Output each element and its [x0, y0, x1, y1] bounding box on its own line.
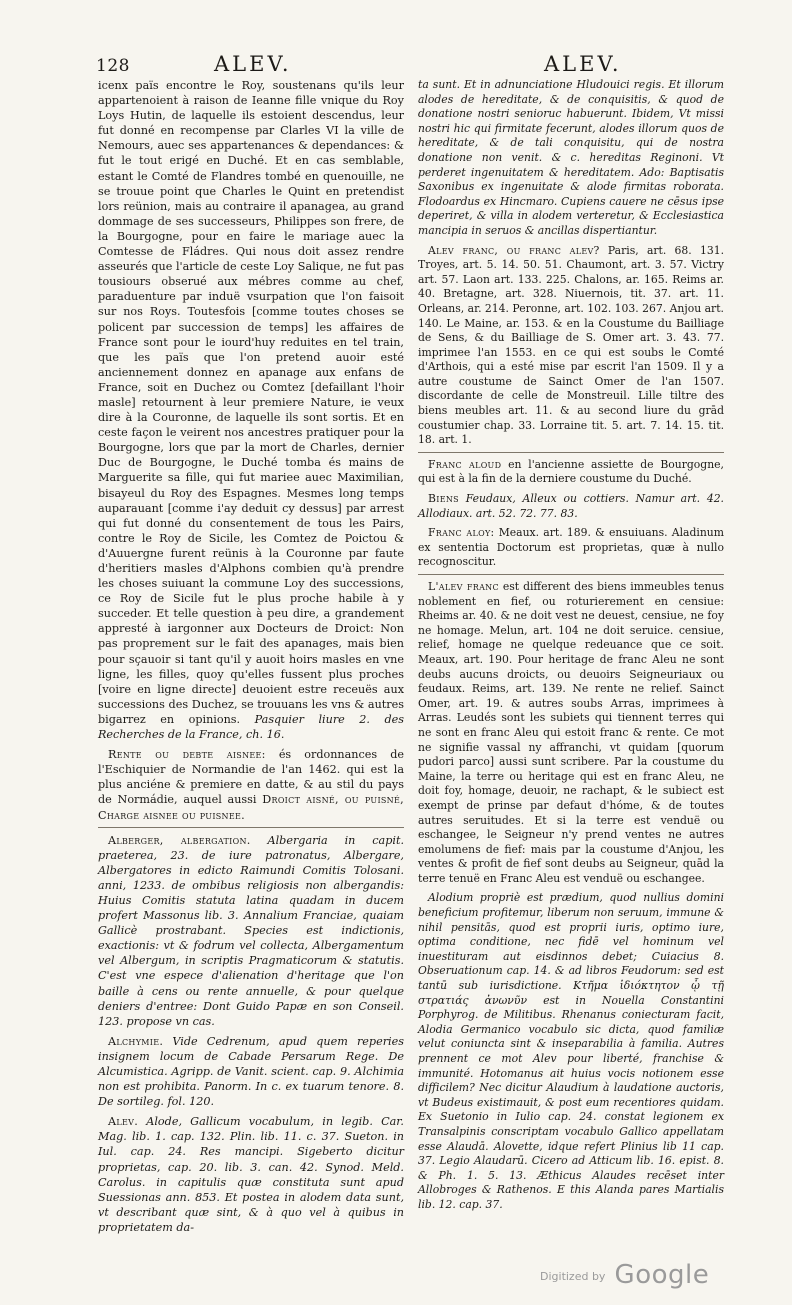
entry-alev-franc	[418, 244, 724, 448]
entry-term: Franc aloud	[428, 457, 502, 471]
entry-term: Rente ou debte aisnee:	[108, 748, 266, 762]
entry-alchymie	[98, 1034, 404, 1109]
entry-divider	[418, 452, 724, 453]
entry-text: Alode, Gallicum vocabulum, in legib. Car. Mag. lib. 1. cap. 132. Plin. lib. 11. c. 37. Sueton. in Iul. cap. 24. Res mancipi. Sigeberto dicitur proprietas, cap. 20. lib. 3. can. 42. Synod. Meld. Carolus. in capitulis quæ constituta sunt apud Suessionas ann. 853. Et postea in alodem data sunt, vt describant quæ sint, & à quo vel à quibus in proprietatem da-	[98, 1115, 404, 1234]
entry-franc-aloy	[418, 526, 724, 570]
entry-text: Vide Cedrenum, apud quem reperies insignem locum de Cabade Persarum Rege. De Alcumisticа. Agripp. de Vanit. scient. cap. 9. Alchimia non est prohibita. Panorm. In c. ex tuarum tenore. 8. De sortileg. fol. 120.	[98, 1034, 405, 1109]
entry-divider	[98, 827, 404, 828]
entry-term: Franc aloy:	[428, 526, 495, 540]
entry-biens	[418, 492, 724, 521]
left-column	[98, 78, 404, 1235]
running-head	[96, 52, 720, 78]
entry-text: Albergaria in capit. praeterea, 23. de iure patronatus, Albergare, Albergatores in edicto Raimundi Comitis Tolosani. anni, 1233. de ombibus religiosis non albergandis: Huius Comitis statuta latina quadam in ducem profert Massonus lib. 3. Annalium Franciae, quaiam Gallicè prostrabant. Species est indictionis, exactionis: vt & fodrum vel collecta, Albergamentum vel Albergum, in scriptis Pragmaticorum & statutis. C'est vne espece d'alienation d'heritage que l'on baille à cens ou rente annuelle, & pour quelque deniers d'entree: Dont Guido Papæ en son Conseil. 123. propose vn cas.	[98, 833, 404, 1028]
page-number: 128	[96, 56, 130, 76]
citation: Pasquier liure 2. des Recherches de la France, ch. 16.	[98, 712, 405, 742]
entry-term: Alberger, albergation.	[108, 833, 251, 847]
entry-text: és ordonnances de l'Eschiquier de Normandie de l'an 1462. qui est la plus anciéne & premiere en datte, & au stil du pays de Normádie, auquel aussi	[98, 748, 404, 807]
entry-text: en l'ancienne assiette de Bourgogne, qui est à la fin de la derniere coustume du Duché.	[418, 457, 724, 486]
entry-rente	[98, 747, 404, 822]
google-logo: Google	[614, 1260, 710, 1290]
entry-term: L'alev franc	[428, 580, 499, 593]
entry-text: Meaux. art. 189. & ensuiuans. Aladinum ex sententia Doctorum est proprietas, quæ à nullo recognoscitur.	[418, 526, 724, 569]
running-title-right: ALEV.	[544, 52, 622, 76]
entry-term: Biens	[428, 492, 459, 506]
paragraph: ta sunt. Et in adnunciatione Hludouici regis. Et illorum alodes de hereditate, & de conquisitis, & quod de donatione nostri seniorис habuerunt. Ibidem, Vt missi nostri hic qui firmitate fecerunt, alodes illorum quos de hereditate, & de tali conquisitu, qui de nostra donatione non venit. & c. hereditas Reginoni. Vt perderet ingenuitatem & hereditatem. Ado: Baptisatis Saxonibus ex ingenuitate & alode firmitas roborata. Flodoardus ex Hincmaro. Cupiens cauere ne cēsus ipse deperiret, & villa in alodem verteretur, & Ecclesiastica mancipia in seruos & ancillas dispertiantur.	[418, 78, 724, 237]
entry-term: Alchymie.	[108, 1034, 164, 1048]
running-title-left: ALEV.	[214, 52, 292, 76]
right-column	[418, 78, 724, 1213]
entry-alev	[98, 1114, 404, 1235]
entry-term: Alev franc, ou franc alev?	[428, 243, 600, 257]
entry-text: est different des biens immeubles tenus noblement en fief, ou roturierement en censiue: Rheims ar. 40. & ne doit vest ne deuest, censiue, ne foy ne homage. Melun, art. 104 ne doit seruice. censiue, relief, homage ne quelque redeuance que ce soit. Meaux, art. 190. Pour heritage de franc Aleu ne sont deubs aucuns droicts, ou deuoirs Seigneuriaux ou feudaux. Reims, art. 139. Ne rente ne relief. Sainct Omer, art. 19. & autres soubs Arras, imprimees à Arras. Leudés sont les subiets qui tiennent terres qui ne sont en franc Aleu qui estoit franc & rente. Ce mot ne signifie vassal ny affranchi, vt quidam [quorum pudori parco] aussi sunt scribere. Par la coustume du Maine, la terre ou heritage qui est en franc Aleu, ne doit foy, homage, deuoir, ne rachapt, & le subiect est exempt de prinse par defaut d'hóme, & de toutes autres seruitudes. Et si la terre est venduë ou eschangee, le Seigneur n'y prend ventes ne autres emolumens de fief: mais par la coustume d'Anjou, les ventes & profit de fief sont deubs au Seigneur, quād la terre tenuë en Franc Aleu est venduë ou eschangee.	[418, 580, 724, 885]
entry-crossref: Droict aisné, ou puisné, Charge aisnee ou puisnee.	[98, 793, 404, 822]
paragraph	[98, 78, 404, 742]
entry-alberger	[98, 833, 404, 1029]
watermark-prefix: Digitized by	[540, 1270, 606, 1283]
entry-text: Feudaux, Alleux ou cottiers. Namur art. 42. Allodiaux. art. 52. 72. 77. 83.	[418, 492, 724, 520]
entry-text: Paris, art. 68. 131. Troyes, art. 5. 14. 50. 51. Chaumont, art. 3. 57. Victry art. 57. Laon art. 133. 225. Chalons, ar. 165. Reims ar. 40. Bretagne, art. 328. Niuernois, tit. 37. art. 11. Orleans, ar. 214. Peronne, art. 102. 103. 267. Anjou art. 140. Le Maine, ar. 153. & en la Coustume du Bailliage de Sens, & du Bailliage de S. Omer art. 3. 43. 77. imprimee l'an 1553. en ce qui est soubs le Comté d'Arthois, qui a esté mise par escrit l'an 1509. Il y a autre coustume de Sainct Omer de l'an 1507. discordante de celle de Monstreuil. Lille tiltre des biens meubles art. 11. & au second liure du grād coustumier chap. 33. Lorraine tit. 5. art. 7. 14. 15. tit. 18. art. 1.	[418, 243, 724, 447]
entry-term: Alev.	[108, 1115, 139, 1129]
entry-lalev-franc	[418, 580, 724, 886]
entry-franc-aloud	[418, 458, 724, 487]
paragraph-text: icenx païs encontre le Roy, soustenans qu'ils leur appartenoient à raison de Ieanne fille vnique du Roy Loys Hutin, de laquelle ils estoient descendus, leur fut donné en recompense par Clarles VI la ville de Nemours, auec ses appartenances & dependances: & fut le tout erigé en Duché. Et en cas semblable, estant le Comté de Flandres tombé en quenouille, ne se trouue point que Charles le Quint en pretendist lors reünion, mais au contraire il apanagea, au grand dommage de ses successeurs, Philippes son frere, de la Bourgogne, pour en faire le mariage auec la Comtesse de Fládres. Qui nous doit assez rendre asseurés que l'article de ceste Loy Salique, ne fut pas tousiours obserué aux mébres comme au chef, paraduenture par induë vsurpation que l'on faisoit sur nos Roys. Toutesfois [comme toutes choses se policent par succession de temps] les affaires de France sont pour le iourd'huy reduites en tel train, que les païs que l'on pretend auoir esté anciennement donnez en apanage aux enfans de France, soit en Duchez ou Comtez [defaillant l'hoir masle] retournent à leur premiere Nature, ie veux dire à la Couronne, de laquelle ils sont sortis. Et en ceste façon le veirent nos ancestres pratiquer pour la Bourgogne, lors que par la mort de Charles, dernier Duc de Bourgogne, le Duché tomba és mains de Marguerite sa fille, qui fut mariee auec Maximilian, bisayeul du Roy des Espagnes. Mesmes long temps auparauant [comme i'ay deduit cy dessus] par arrest qui fut donné du consentement de tous les Pairs, contre le Roy de Sicile, les Comtez de Poictou & d'Auuergne furent reünis à la Couronne par faute d'heritiers masles d'Alphons combien qu'à prendre les choses suiuant la commune Loy des successions, ce Roy de Sicile fut le plus proche habile à y succeder. Et telle question à peu dire, a grandement appresté à iargonner aux Docteurs de Droict: Non pas proprement sur le fait des apanages, mais bien pour sçauoir si tant qu'il y auoit hoirs masles en vne ligne, les filles, quoy qu'elles fussent plus proches [voire en ligne directe] deuoient estre receuës aux successions des Duchez, se trouuans les vns & autres bigarrez en opinions.	[98, 79, 404, 726]
digitized-watermark	[540, 1260, 709, 1290]
entry-divider	[418, 574, 724, 575]
entry-alodium: Alodium propriè est prædium, quod nullius domini beneficium profitemur, liberum non seruum, immune & nihil pensitās, quod est proprii iuris, optimo iure, optima conditione, nec fidē vel hominum vel inuestituram aut eisdinnos debet; Cuiacius 8. Obseruationum cap. 14. & ad libros Feudorum: sed est tantū sub iurisdictione. Κτῆμα ἰδιόκτητον ᾧ τῇ στρατιάς ἀνωνῦν est in Nouella Constantini Porphyrog. de Militibus. Rhenanus coniecturam facit, Alodia Germanico vocabulo sic dicta, quod familiæ velut coniuncta sint & inseparabilia à familia. Autres prennent ce mot Alev pour liberté, franchise & immunité. Hotomanus ait huius vocis notionem esse difficilem? Nec dicitur Alaudium à laudatione auctoris, vt Budeus existimauit, & post eum recentiores quidam. Ex Suetonio in Iulio cap. 24. constat legionem ex Transalpinis conscriptam vocabulo Gallico appellatam esse Alaudā. Alovette, idque refert Plinius lib 11 cap. 37. Legio Alaudarū. Cicero ad Atticum lib. 16. epist. 8. & Ph. 1. 5. 13. Æthicus Alaudes recēset inter Allobroges & Rathenos. E this Alanda pares Martialis lib. 12. cap. 37.	[418, 891, 724, 1211]
